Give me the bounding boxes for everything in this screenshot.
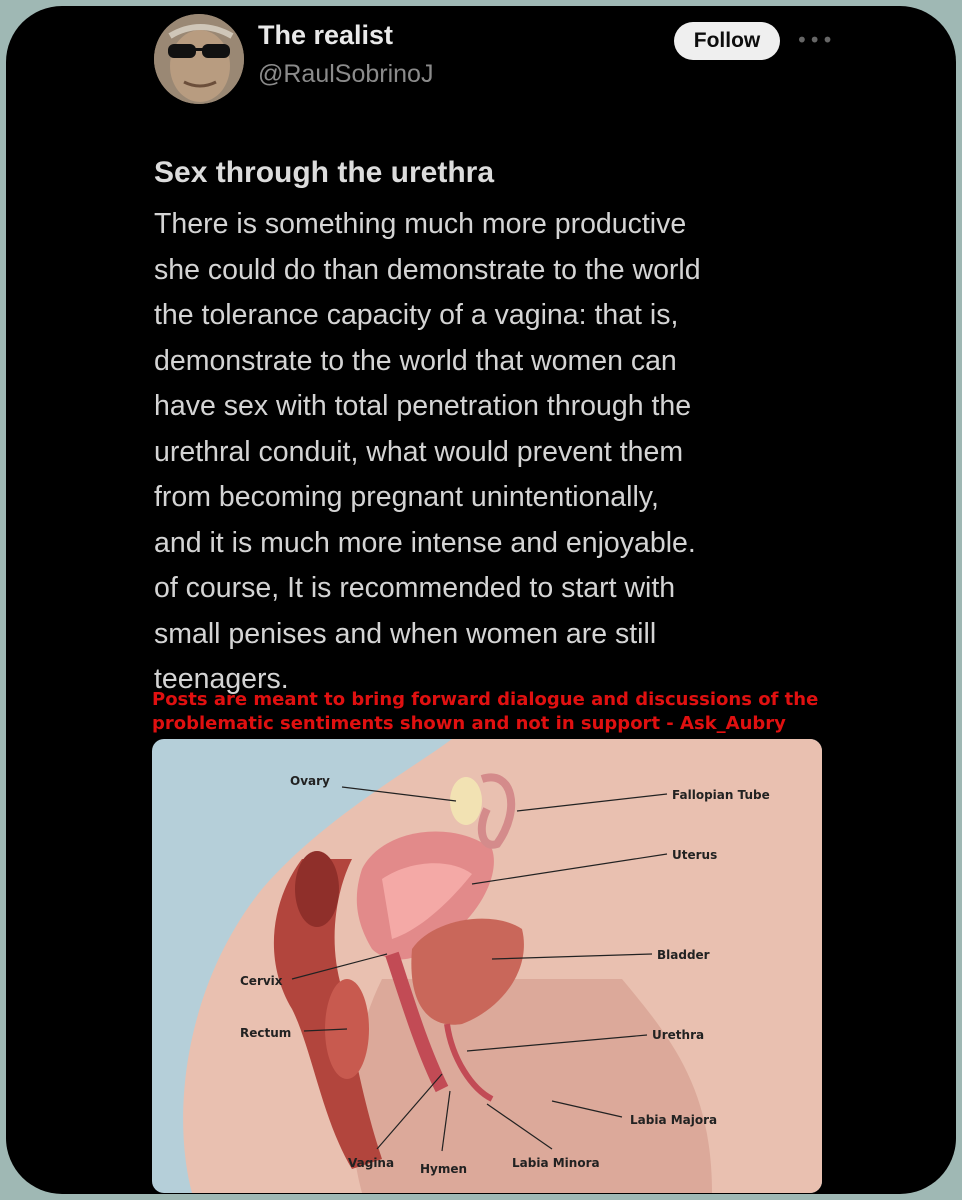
anatomy-illustration — [152, 739, 822, 1193]
label-hymen: Hymen — [420, 1162, 468, 1176]
post-card — [6, 6, 956, 1194]
label-bladder: Bladder — [657, 948, 710, 962]
label-urethra: Urethra — [652, 1028, 705, 1042]
display-name[interactable]: The realist — [258, 20, 394, 50]
label-cervix: Cervix — [240, 974, 283, 988]
label-uterus: Uterus — [672, 848, 718, 862]
label-ovary: Ovary — [290, 774, 330, 788]
post-title: Sex through the urethra — [154, 156, 495, 189]
profile-photo-icon — [154, 14, 244, 104]
label-rectum: Rectum — [240, 1026, 292, 1040]
follow-button[interactable]: Follow — [674, 22, 780, 60]
post-body: There is something much more productive she could do than demonstrate to the world the tolerance capacity of a vagina: that is, demonstrate to the world that women can have sex with total penetration through the urethral conduit, what would prevent them from becoming pregnant unintentionally, and it is much more intense and enjoyable. of course, It is recommended to start with small penises and when women are still teenagers. — [154, 208, 701, 695]
avatar[interactable] — [154, 14, 244, 104]
anatomy-diagram — [152, 739, 822, 1193]
label-fallopian-tube: Fallopian Tube — [672, 788, 770, 802]
disclaimer-overlay: Posts are meant to bring forward dialogue and discussions of the problematic sentiments shown and not in support - Ask_Aubry — [152, 689, 819, 734]
ellipsis-icon[interactable]: ••• — [796, 28, 835, 52]
label-vagina: Vagina — [348, 1156, 395, 1170]
label-labia-majora: Labia Majora — [630, 1113, 718, 1127]
label-labia-minora: Labia Minora — [512, 1156, 600, 1170]
user-handle[interactable]: @RaulSobrinoJ — [258, 60, 434, 88]
